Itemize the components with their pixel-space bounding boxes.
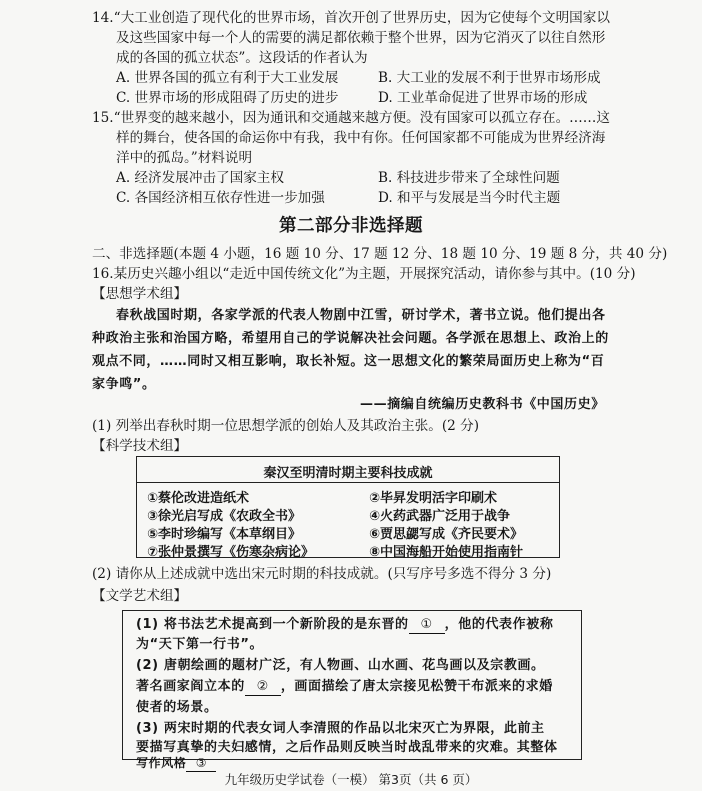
q16-intro: 16.某历史兴趣小组以“走近中国传统文化”为主题，开展探究活动，请你参与其中。(10 分) (92, 266, 636, 282)
page-footer: 九年级历史学试卷（一模） 第3页（共 6 页） (224, 772, 478, 787)
table-item-6: ⑥贾思勰写成《齐民要术》 (369, 527, 524, 542)
science-table-title: 秦汉至明清时期主要科技成就 (263, 466, 433, 481)
q14-option-d: D. 工业革命促进了世界市场的形成 (378, 90, 588, 106)
table-item-5: ⑤李时珍编写《本草纲目》 (147, 527, 302, 542)
table-item-7: ⑦张仲景撰写《伤寒杂病论》 (147, 545, 315, 560)
material1-source: ——摘编自统编历史教科书《中国历史》 (360, 397, 605, 412)
table-item-2: ②毕昇发明活字印刷术 (369, 491, 498, 506)
science-table (136, 456, 560, 558)
q14-option-a: A. 世界各国的孤立有利于大工业发展 (116, 70, 339, 86)
lit3-line3: 写作风格 ③ (136, 756, 216, 772)
group-science-heading: 【科学技术组】 (92, 438, 188, 454)
blank-3[interactable]: ③ (186, 756, 216, 772)
table-item-1: ①蔡伦改进造纸术 (147, 491, 250, 506)
table-item-3: ③徐光启写成《农政全书》 (147, 509, 302, 524)
q14-stem-line2: 及这些国家中每一个人的需要的满足都依赖于整个世界，因为它消灭了以往自然形 (116, 30, 606, 46)
material1-line3: 观点不同，……同时又相互影响，取长补短。这一思想文化的繁荣局面历史上称为“百 (92, 354, 605, 369)
lit2-line2: 著名画家阎立本的 ② ，画面描绘了唐太宗接见松赞干布派来的求婚 (136, 679, 553, 696)
table-item-8: ⑧中国海船开始使用指南针 (369, 545, 524, 560)
q14-stem-line3: 成的各国的孤立状态”。这段话的作者认为 (116, 50, 368, 66)
table-item-4: ④火药武器广泛用于战争 (369, 509, 511, 524)
group-literature-heading: 【文学艺术组】 (92, 588, 188, 604)
lit3-line1: (3) 两宋时期的代表女词人李清照的作品以北宋灭亡为界限，此前主 (136, 721, 545, 736)
lit2-line3: 使者的场景。 (136, 700, 218, 715)
q15-stem-line3: 洋中的孤岛。”材料说明 (116, 150, 253, 166)
q16-sub1: (1) 列举出春秋时期一位思想学派的创始人及其政治主张。(2 分) (92, 418, 479, 434)
blank-2[interactable]: ② (245, 679, 281, 696)
section2-heading: 二、非选择题(本题 4 小题，16 题 10 分、17 题 12 分、18 题 10 分、19 题 8 分，共 40 分) (92, 246, 668, 262)
lit1-line2: 为“天下第一行书”。 (136, 637, 264, 652)
material1-line2: 种政治主张和治国方略，希望用自己的学说解决社会问题。各学派在思想上、政治上的 (92, 331, 609, 346)
blank-1[interactable]: ① (409, 617, 445, 634)
group-thought-heading: 【思想学术组】 (92, 286, 188, 302)
lit1-line1: (1) 将书法艺术提高到一个新阶段的是东晋的 ① ，他的代表作被称 (136, 617, 553, 634)
lit3-line2: 要描写真挚的夫妇感情，之后作品则反映当时战乱带来的灾难。其整体 (136, 740, 558, 755)
lit2-line1: (2) 唐朝绘画的题材广泛，有人物画、山水画、花鸟画以及宗教画。 (136, 658, 545, 673)
q14-option-b: B. 大工业的发展不利于世界市场形成 (378, 70, 601, 86)
q15-option-d: D. 和平与发展是当今时代主题 (378, 190, 561, 206)
q15-stem-line1: 15.“世界变的越来越小，因为通讯和交通越来越方便。没有国家可以孤立存在。……这 (92, 110, 610, 126)
q15-option-b: B. 科技进步带来了全球性问题 (378, 170, 560, 186)
material1-line4: 家争鸣”。 (92, 377, 156, 392)
q15-stem-line2: 样的舞台，使各国的命运你中有我，我中有你。任何国家都不可能成为世界经济海 (116, 130, 606, 146)
part2-title: 第二部分非选择题 (279, 216, 423, 236)
q14-option-c: C. 世界市场的形成阻碍了历史的进步 (116, 90, 339, 106)
q15-option-a: A. 经济发展冲击了国家主权 (116, 170, 284, 186)
material1-line1: 春秋战国时期，各家学派的代表人物剧中江雪，研讨学术，著书立说。他们提出各 (116, 308, 606, 323)
q16-sub2: (2) 请你从上述成就中选出宋元时期的科技成就。(只写序号多选不得分 3 分) (92, 566, 552, 582)
q14-stem-line1: 14.“大工业创造了现代化的世界市场，首次开创了世界历史，因为它使每个文明国家以 (92, 10, 610, 26)
q15-option-c: C. 各国经济相互依存性进一步加强 (116, 190, 325, 206)
